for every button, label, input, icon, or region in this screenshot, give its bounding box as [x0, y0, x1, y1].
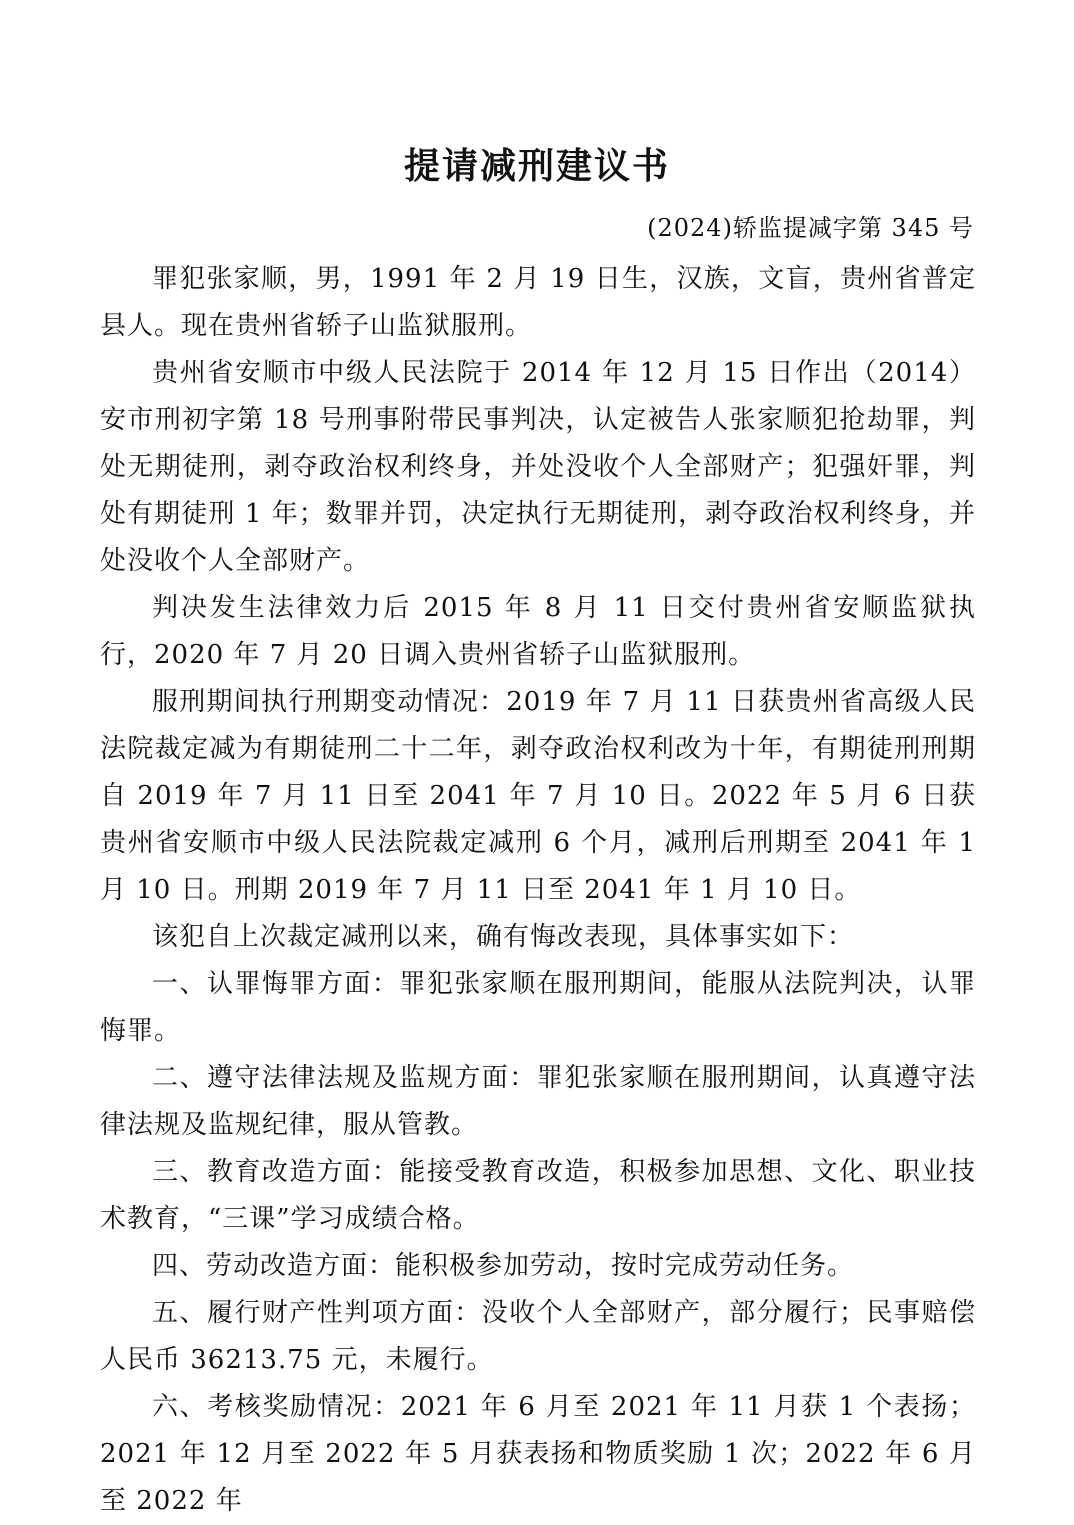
paragraph-execution-transfer: 判决发生法律效力后 2015 年 8 月 11 日交付贵州省安顺监狱执行，2020 年 7 月 20 日调入贵州省轿子山监狱服刑。	[100, 593, 976, 670]
paragraph-criminal-info: 罪犯张家顺，男，1991 年 2 月 19 日生，汉族，文盲，贵州省普定县人。现在贵州省轿子山监狱服刑。	[100, 264, 976, 341]
paragraph-admit-guilt: 一、认罪悔罪方面：罪犯张家顺在服刑期间，能服从法院判决，认罪悔罪。	[100, 969, 976, 1046]
paragraph-labor: 四、劳动改造方面：能积极参加劳动，按时完成劳动任务。	[152, 1251, 855, 1281]
document-body	[100, 256, 976, 1525]
paragraph-original-judgment: 贵州省安顺市中级人民法院于 2014 年 12 月 15 日作出（2014）安市刑初字第 18 号刑事附带民事判决，认定被告人张家顺犯抢劫罪，判处无期徒刑，剥夺政治权利终身，并处没收个人全部财产；犯强奸罪，判处有期徒刑 1 年；数罪并罚，决定执行无期徒刑，剥夺政治权利终身，并处没收个人全部财产。	[100, 358, 976, 576]
paragraph-sentence-changes: 服刑期间执行刑期变动情况：2019 年 7 月 11 日获贵州省高级人民法院裁定减为有期徒刑二十二年，剥夺政治权利改为十年，有期徒刑刑期自 2019 年 7 月 11 日至 2041 年 7 月 10 日。2022 年 5 月 6 日获贵州省安顺市中级人民法院裁定减刑 6 个月，减刑后刑期至 2041 年 1 月 10 日。刑期 2019 年 7 月 11 日至 2041 年 1 月 10 日。	[100, 687, 976, 905]
paragraph-repentance-intro: 该犯自上次裁定减刑以来，确有悔改表现，具体事实如下：	[152, 922, 855, 952]
paragraph-education: 三、教育改造方面：能接受教育改造，积极参加思想、文化、职业技术教育，“三课”学习成绩合格。	[100, 1157, 976, 1234]
paragraph-rewards: 六、考核奖励情况：2021 年 6 月至 2021 年 11 月获 1 个表扬；2021 年 12 月至 2022 年 5 月获表扬和物质奖励 1 次；2022 年 6 月至 2022 年	[100, 1392, 976, 1516]
document-number: (2024)轿监提减字第 345 号	[647, 214, 974, 242]
paragraph-law-compliance: 二、遵守法律法规及监规方面：罪犯张家顺在服刑期间，认真遵守法律法规及监规纪律，服从管教。	[100, 1063, 976, 1140]
paragraph-property-judgment: 五、履行财产性判项方面：没收个人全部财产，部分履行；民事赔偿人民币 36213.75 元，未履行。	[100, 1298, 976, 1375]
document-title: 提请减刑建议书	[403, 146, 670, 187]
